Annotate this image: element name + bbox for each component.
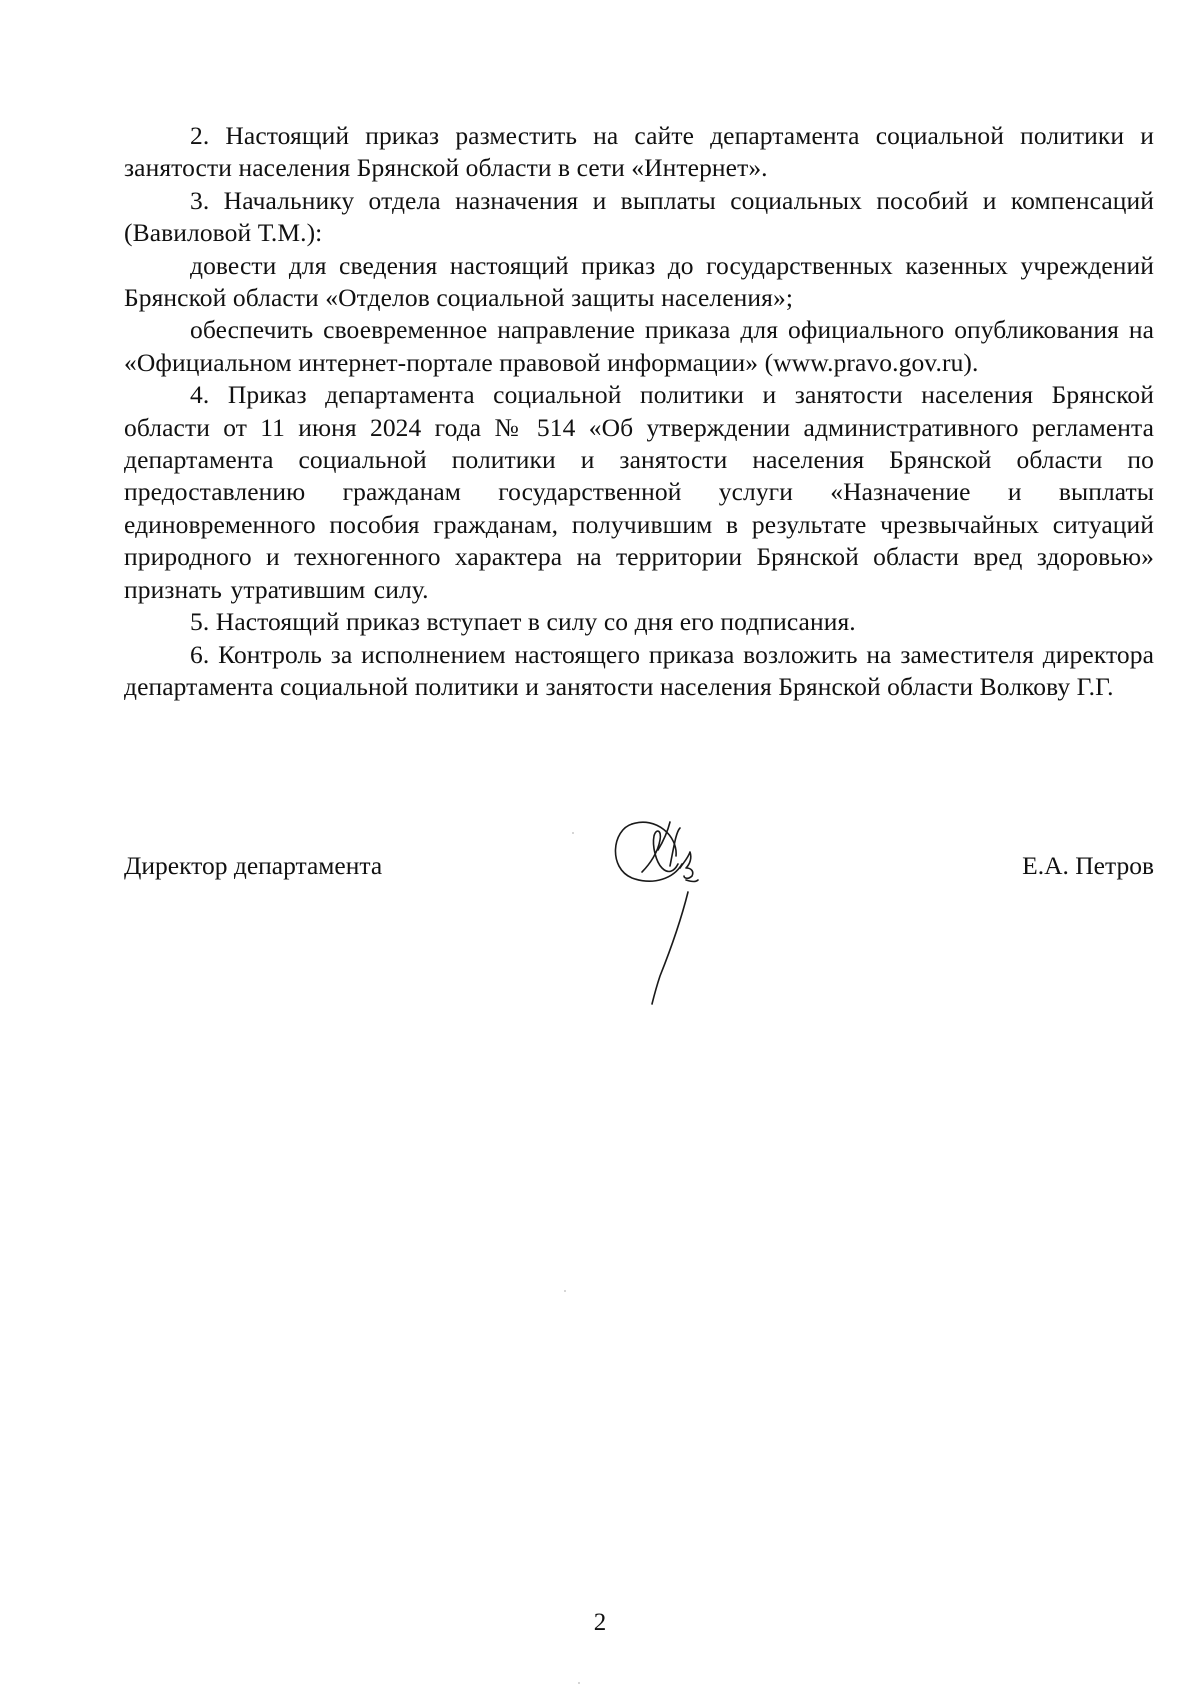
paragraph-item-2: 2. Настоящий приказ разместить на сайте департамента социальной политики и занятости населения Брянской области в сети «Интернет». — [124, 121, 1154, 183]
signer-name: Е.А. Петров — [1022, 851, 1154, 880]
order-body — [124, 120, 1154, 703]
paragraph-item-3-subpoint-1: довести для сведения настоящий приказ до государственных казенных учреждений Брянской области «Отделов социальной защиты населения»; — [124, 250, 1154, 313]
paragraph-item-6: 6. Контроль за исполнением настоящего приказа возложить на заместителя директора департамента социальной политики и занятости населения Брянской области Волкову Г.Г. — [124, 639, 1154, 701]
paragraph-item-3: 3. Начальнику отдела назначения и выплаты социальных пособий и компенсаций (Вавиловой Т.М.): — [124, 185, 1154, 248]
paragraph-item-4: 4. Приказ департамента социальной политики и занятости населения Брянской области от 11 июня 2024 года № 514 «Об утверждении административного регламента департамента социальной политики и занятости населения Брянской области по предоставлению гражданам государственной услуги «Назначение и выплаты единовременного пособия гражданам, получившим в результате чрезвычайных ситуаций природного и техногенного характера на территории Брянской области вред здоровью» признать утратившим силу. — [124, 380, 1154, 604]
paragraph-item-5: 5. Настоящий приказ вступает в силу со дня его подписания. — [190, 607, 856, 637]
page-number: 2 — [593, 1609, 607, 1636]
scan-speck — [564, 1290, 566, 1292]
scan-speck — [572, 832, 574, 834]
scan-speck — [578, 1682, 580, 1684]
signer-position-title: Директор департамента — [124, 851, 383, 880]
paragraph-item-3-subpoint-2: обеспечить своевременное направление приказа для официального опубликования на «Официальном интернет-портале правовой информации» (www.pravo.gov.ru). — [124, 315, 1154, 377]
handwritten-signature — [612, 806, 762, 1006]
